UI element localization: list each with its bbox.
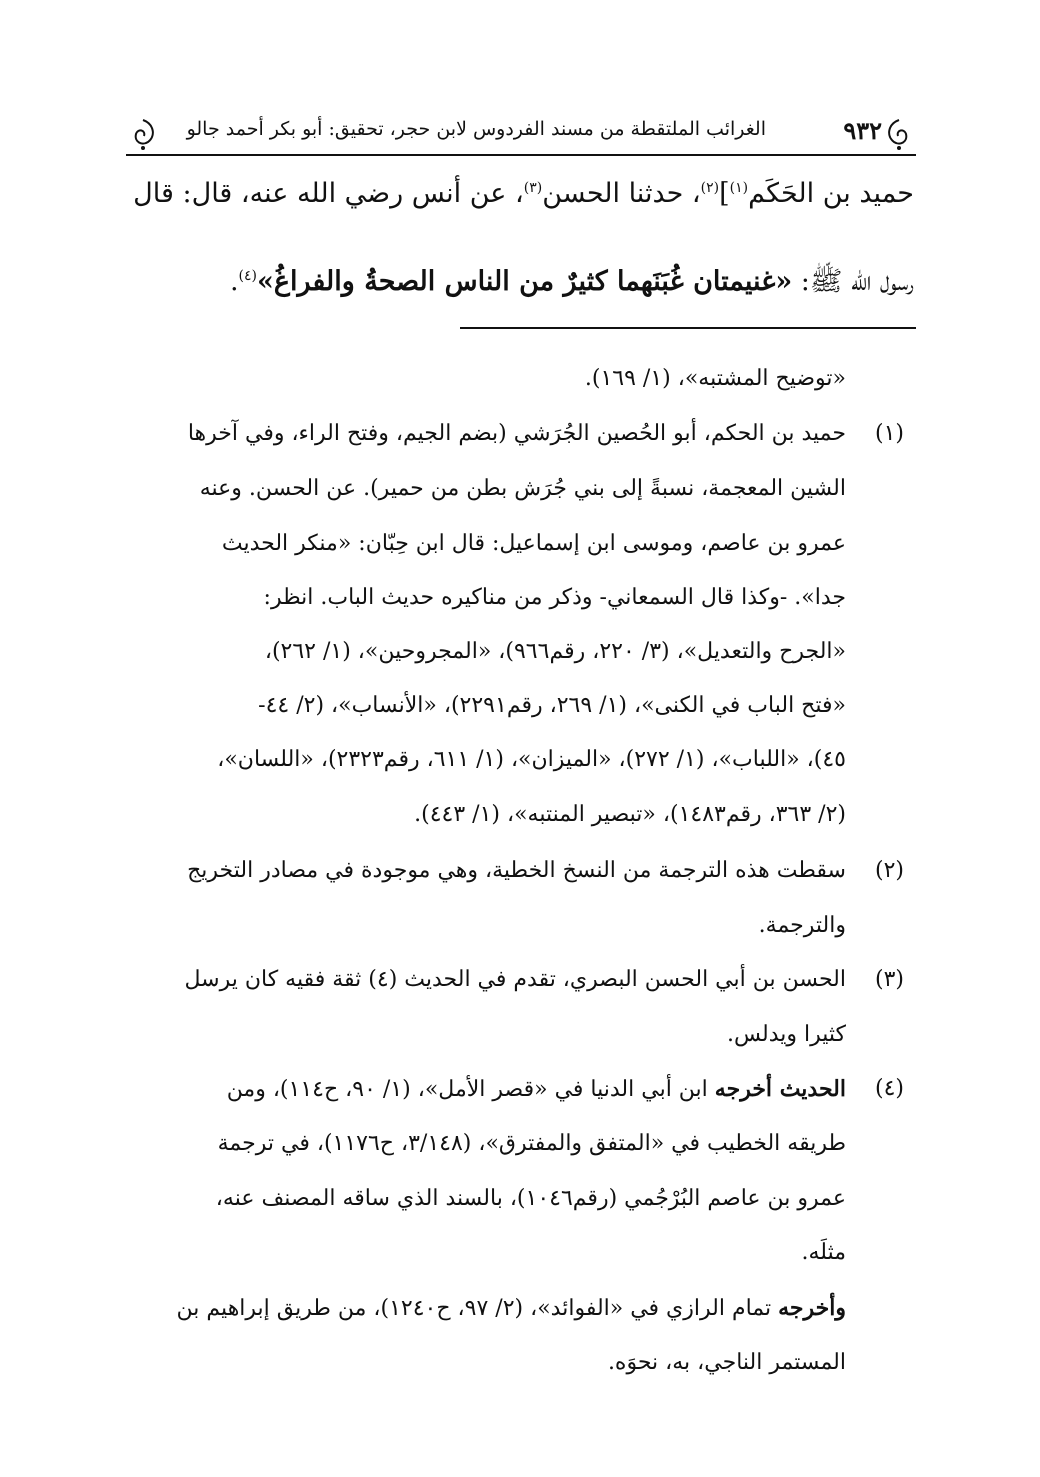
footnote-4-line: المستمر الناجي، به، نحوَه. (607, 1350, 846, 1375)
main-text-line-2: رسول الله ﷺ: «غنيمتان غُبَنَهما كثيرٌ من الناس الصحةُ والفراغُ»$^{(٤)}$. (229, 266, 914, 297)
footnote-1-line: (٢/ ٣٦٣، رقم١٤٨٣)، «تبصير المنتبه»، (١/ ٤٤٣). (414, 802, 846, 827)
footnote-2-number: (٢) (874, 858, 904, 883)
footnote-2-line: سقطت هذه الترجمة من النسخ الخطية، وهي موجودة في مصادر التخريج (187, 858, 846, 883)
footnote-1-line: عمرو بن عاصم، وموسى ابن إسماعيل: قال ابن حِبّان: «منكر الحديث (221, 531, 846, 556)
footnote-1-number: (١) (874, 421, 904, 446)
hadith-quote: «غنيمتان غُبَنَهما كثيرٌ من الناس الصحةُ والفراغُ» (257, 266, 793, 297)
main-text-line-1: حميد بن الحَكَم$^{(١)}$]$^{(٢)}$، حدثنا الحسن$^{(٣)}$، عن أنس رضي الله عنه، قال: قال (133, 178, 914, 209)
footnote-1-line: «فتح الباب في الكنى»، (١/ ٢٦٩، رقم٢٢٩١)، «الأنساب»، (٢/ ٤٤- (258, 693, 846, 718)
ornament-left-icon (126, 116, 160, 152)
page-header (126, 116, 916, 156)
footnote-4-line: وأخرجه تمام الرازي في «الفوائد»، (٢/ ٩٧، ح١٢٤٠)، من طريق إبراهيم بن (176, 1295, 846, 1321)
footnote-1-line: الشين المعجمة، نسبةً إلى بني جُرَش بطن من حمير). عن الحسن. وعنه (199, 476, 846, 501)
footnote-4-line: مثلَه. (801, 1240, 846, 1265)
header-rule (126, 154, 916, 156)
footnote-1-line: ٤٥)، «اللباب»، (١/ ٢٧٢)، «الميزان»، (١/ ٦١١، رقم٢٣٢٣)، «اللسان»، (217, 747, 846, 772)
footnote-separator (460, 327, 916, 329)
footnote-1-line: «الجرح والتعديل»، (٣/ ٢٢٠، رقم٩٦٦)، «المجروحين»، (١/ ٢٦٢)، (264, 639, 846, 664)
page-number: ٩٣٢ (843, 116, 882, 145)
running-title: الغرائب الملتقطة من مسند الفردوس لابن حجر، تحقيق: أبو بكر أحمد جالو (186, 118, 766, 140)
footnote-2-line: والترجمة. (758, 913, 846, 938)
footnote-3-line: الحسن بن أبي الحسن البصري، تقدم في الحديث (٤) ثقة فقيه كان يرسل (184, 967, 846, 992)
footnote-3-line: كثيرا ويدلس. (726, 1022, 846, 1047)
footnote-4-line: الحديث أخرجه ابن أبي الدنيا في «قصر الأمل»، (١/ ٩٠، ح١١٤)، ومن (226, 1076, 846, 1102)
footnote-1-line: حميد بن الحكم، أبو الحُصين الجُرَشي (بضم الجيم، وفتح الراء، وفي آخرها (187, 421, 846, 446)
footnote-4-line: طريقه الخطيب في «المتفق والمفترق»، (٣/١٤٨، ح١١٧٦)، في ترجمة (217, 1131, 846, 1156)
footnote-1-line: جدا». -وكذا قال السمعاني- وذكر من مناكيره حديث الباب. انظر: (263, 585, 846, 610)
footnote-carryover: «توضيح المشتبه»، (١/ ١٦٩). (584, 366, 846, 391)
footnote-3-number: (٣) (874, 967, 904, 992)
footnote-4-line: عمرو بن عاصم البُرْجُمي (رقم١٠٤٦)، بالسند الذي ساقه المصنف عنه، (215, 1186, 846, 1211)
ornament-right-icon (882, 116, 916, 152)
footnote-4-number: (٤) (874, 1076, 904, 1101)
